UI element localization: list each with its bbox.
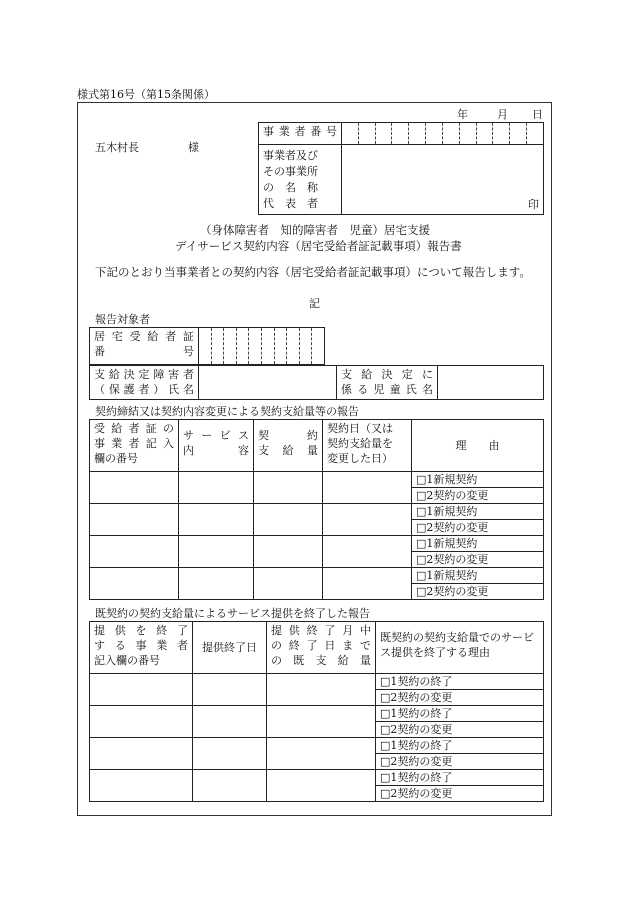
subject-label: 報告対象者: [95, 313, 150, 326]
s2-r2-opt1[interactable]: □1契約の終了: [376, 706, 544, 722]
s1-r4-opt2[interactable]: □2契約の変更: [412, 584, 544, 600]
s2-r2-number[interactable]: [90, 706, 193, 738]
s2-r2-opt2[interactable]: □2契約の変更: [376, 722, 544, 738]
s1-r4-date[interactable]: [323, 568, 412, 600]
s1-header-date: 契約日（又は 契約支給量を 変更した日）: [323, 420, 412, 472]
intro-text: 下記のとおり当事業者との契約内容（居宅受給者証記載事項）について報告します。: [95, 265, 531, 279]
s2-r1-opt1[interactable]: □1契約の終了: [376, 674, 544, 690]
business-info-table: [258, 122, 544, 215]
s1-r1-number[interactable]: [90, 472, 179, 504]
s2-r4-supplied[interactable]: [267, 770, 376, 802]
section1-table: [89, 419, 544, 600]
s2-r1-end-date[interactable]: [193, 674, 267, 706]
business-number-label: 事業者番号: [259, 123, 342, 145]
guardian-label: 支給決定障害者 （保護者）氏名: [90, 366, 199, 400]
s1-r1-date[interactable]: [323, 472, 412, 504]
ki-mark: 記: [309, 297, 320, 310]
s2-r4-number[interactable]: [90, 770, 193, 802]
s2-r3-opt1[interactable]: □1契約の終了: [376, 738, 544, 754]
s1-r3-opt1[interactable]: □1新規契約: [412, 536, 544, 552]
s2-r4-opt1[interactable]: □1契約の終了: [376, 770, 544, 786]
s2-r2-supplied[interactable]: [267, 706, 376, 738]
s1-r2-opt1[interactable]: □1新規契約: [412, 504, 544, 520]
section2-heading: 既契約の契約支給量によるサービス提供を終了した報告: [95, 607, 370, 620]
s1-header-number: 受給者証の 事業者記入 欄の番号: [90, 420, 179, 472]
recipient-cert-table: [89, 327, 325, 365]
form-number: 様式第16号（第15条関係）: [77, 88, 215, 101]
title-line-2: デイサービス契約内容（居宅受給者証記載事項）報告書: [175, 239, 462, 253]
guardian-name-field[interactable]: [199, 366, 337, 400]
s1-header-reason: 理 由: [412, 420, 544, 472]
s1-r2-amount[interactable]: [254, 504, 323, 536]
s2-r4-end-date[interactable]: [193, 770, 267, 802]
s2-r1-number[interactable]: [90, 674, 193, 706]
date-day[interactable]: 日: [532, 108, 543, 121]
s2-r3-number[interactable]: [90, 738, 193, 770]
title-line-1: （身体障害者 知的障害者 児童）居宅支援: [200, 223, 430, 237]
business-name-label: 事業者及び その事業所 の 名 称 代 表 者: [259, 145, 342, 215]
section2-table: [89, 621, 544, 802]
s1-r3-opt2[interactable]: □2契約の変更: [412, 552, 544, 568]
s1-r1-amount[interactable]: [254, 472, 323, 504]
honorific: 様: [188, 141, 199, 154]
s1-r2-number[interactable]: [90, 504, 179, 536]
s1-r2-date[interactable]: [323, 504, 412, 536]
s2-r4-opt2[interactable]: □2契約の変更: [376, 786, 544, 802]
recipient-cert-label: 居宅受給者証 番 号: [90, 328, 199, 365]
s2-r1-supplied[interactable]: [267, 674, 376, 706]
s1-header-amount: 契 約 支給量: [254, 420, 323, 472]
s2-r2-end-date[interactable]: [193, 706, 267, 738]
s2-header-number: 提供を終了 する事業者 記入欄の番号: [90, 622, 193, 674]
child-label: 支給決定に 係る児童氏名: [337, 366, 438, 400]
business-name-field[interactable]: [342, 145, 544, 215]
s2-header-end-date: 提供終了日: [193, 622, 267, 674]
s1-r4-number[interactable]: [90, 568, 179, 600]
s1-r2-service[interactable]: [179, 504, 254, 536]
business-number-field[interactable]: [342, 123, 544, 145]
s2-r1-opt2[interactable]: □2契約の変更: [376, 690, 544, 706]
s1-r2-opt2[interactable]: □2契約の変更: [412, 520, 544, 536]
s1-r4-service[interactable]: [179, 568, 254, 600]
s1-r4-amount[interactable]: [254, 568, 323, 600]
seal-mark: 印: [528, 198, 539, 211]
s2-header-reason: 既契約の契約支給量でのサービ ス提供を終了する理由: [376, 622, 544, 674]
s2-r3-end-date[interactable]: [193, 738, 267, 770]
addressee: 五木村長: [95, 141, 139, 154]
s2-r3-opt2[interactable]: □2契約の変更: [376, 754, 544, 770]
s1-r4-opt1[interactable]: □1新規契約: [412, 568, 544, 584]
recipient-cert-field[interactable]: [199, 328, 325, 365]
s1-r3-service[interactable]: [179, 536, 254, 568]
date-year[interactable]: 年: [457, 108, 468, 121]
s1-r3-date[interactable]: [323, 536, 412, 568]
date-month[interactable]: 月: [497, 108, 508, 121]
s1-header-service: サービス 内 容: [179, 420, 254, 472]
child-name-field[interactable]: [438, 366, 544, 400]
section1-heading: 契約締結又は契約内容変更による契約支給量等の報告: [95, 405, 359, 418]
s1-r3-amount[interactable]: [254, 536, 323, 568]
s1-r1-opt2[interactable]: □2契約の変更: [412, 488, 544, 504]
s2-r3-supplied[interactable]: [267, 738, 376, 770]
guardian-table: [89, 365, 544, 400]
s1-r1-service[interactable]: [179, 472, 254, 504]
s1-r1-opt1[interactable]: □1新規契約: [412, 472, 544, 488]
s2-header-supplied: 提供終了月中 の終了日まで の既支給量: [267, 622, 376, 674]
s1-r3-number[interactable]: [90, 536, 179, 568]
